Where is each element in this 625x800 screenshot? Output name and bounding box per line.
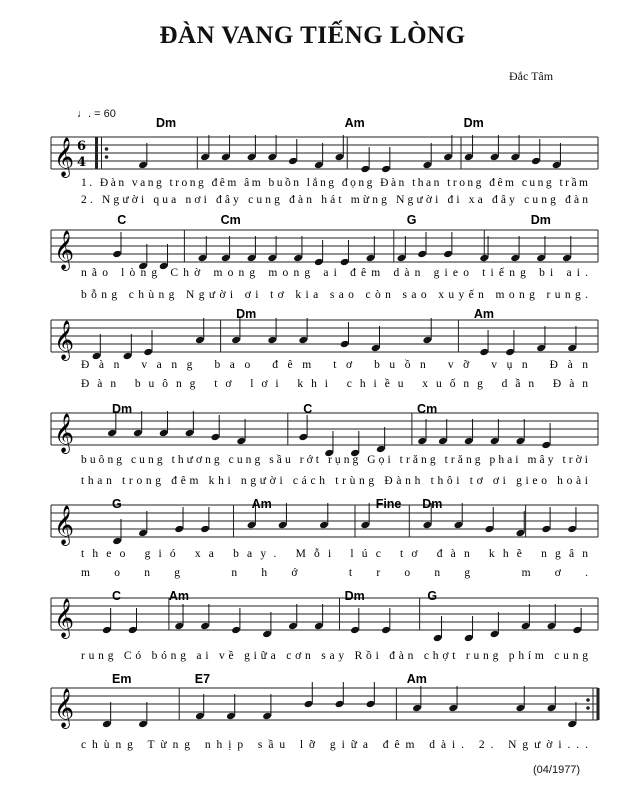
chord-symbol: Dm	[530, 213, 551, 227]
lyric-line-verse-1: Đàn vang bao đêm tơ buồn vỡ vụn Đàn	[81, 359, 588, 371]
lyric-line-verse-2: Đàn buông tơ lơi khi chiều xuống dần Đàn	[81, 378, 588, 390]
chord-symbol: G	[427, 589, 438, 603]
treble-clef: 𝄞	[54, 688, 75, 728]
treble-clef: 𝄞	[54, 137, 75, 177]
chord-symbol: Dm	[236, 307, 257, 321]
chord-symbol: Dm	[344, 589, 365, 603]
treble-clef: 𝄞	[54, 598, 75, 638]
treble-clef: 𝄞	[54, 320, 75, 360]
staff-system-5	[51, 497, 598, 579]
staff-system-3	[51, 307, 598, 390]
chord-symbol: G	[112, 497, 122, 511]
composition-date: (04/1977)	[533, 764, 581, 776]
chord-symbol: Dm	[112, 402, 133, 416]
chord-symbol: E7	[194, 672, 211, 686]
chord-symbol: C	[112, 589, 122, 603]
repeat-dot	[586, 698, 590, 702]
lyric-line-verse-2: mong nhớ trong mơ.	[81, 567, 589, 579]
treble-clef: 𝄞	[54, 230, 75, 270]
repeat-dot	[105, 155, 109, 159]
repeat-dot	[105, 147, 109, 151]
staff-system-6	[51, 589, 598, 662]
repeat-dot	[586, 706, 590, 710]
staff-system-7	[51, 672, 598, 751]
lyric-line-verse-2: bỗng chùng Người ơi tơ kia sao còn sao xuyến mong rung.	[81, 289, 589, 301]
treble-clef: 𝄞	[54, 505, 75, 545]
chord-symbol: Am	[168, 589, 190, 603]
chord-symbol: G	[406, 213, 417, 227]
chord-symbol: Cm	[220, 213, 241, 227]
lyric-line-verse-1: chùng Từng nhịp sầu lỡ giữa đêm dài. 2. Người...	[81, 739, 588, 751]
lyric-line-verse-1: rung Có bóng ai về giữa cơn say Rồi đàn chợt rung phím cung	[81, 650, 588, 662]
lyric-line-verse-1: theo gió xa bay. Mỗi lúc tơ đàn khẽ ngân	[81, 548, 588, 560]
chord-symbol: Em	[112, 672, 132, 686]
chord-symbol: Fine	[375, 497, 402, 511]
chord-symbol: Dm	[463, 116, 484, 130]
treble-clef: 𝄞	[54, 413, 75, 453]
song-title: ĐÀN VANG TIẾNG LÒNG	[159, 22, 466, 49]
staff-system-2	[51, 213, 598, 301]
lyric-line-verse-1: buông cung thương cung sầu rớt rụng Gọi trăng trăng phai mây trời	[81, 454, 588, 466]
chord-symbol: Am	[344, 116, 365, 130]
chord-symbol: Am	[473, 307, 495, 321]
lyric-line-verse-1: não lòng Chờ mong mong ai đêm dàn gieo tiếng bi ai.	[81, 267, 589, 279]
chord-symbol: Cm	[417, 402, 438, 416]
tempo-marking: ♩. = 60	[77, 108, 116, 120]
staff-system-1	[51, 116, 598, 206]
staff-system-4	[51, 402, 598, 487]
chord-symbol: C	[303, 402, 313, 416]
chord-symbol: C	[117, 213, 127, 227]
composer-name: Đắc Tâm	[509, 69, 554, 83]
lyric-line-verse-2: than trong đêm khi người cách trùng Đành thôi tơ ơi gieo hoài	[81, 475, 588, 487]
lyric-line-verse-1: 1. Đàn vang trong đêm âm buồn lắng đọng Đàn than trong đêm cung trầm	[81, 177, 588, 189]
chord-symbol: Dm	[155, 116, 177, 130]
lyric-line-verse-2: 2. Người qua nơi đây cung đàn hát mừng Người đi xa đây cung đàn	[81, 194, 589, 206]
chord-symbol: Am	[406, 672, 427, 686]
time-signature-bottom: 4	[77, 155, 87, 170]
time-signature-top: 6	[77, 139, 87, 154]
chord-symbol: Dm	[422, 497, 443, 511]
chord-symbol: Am	[251, 497, 272, 511]
